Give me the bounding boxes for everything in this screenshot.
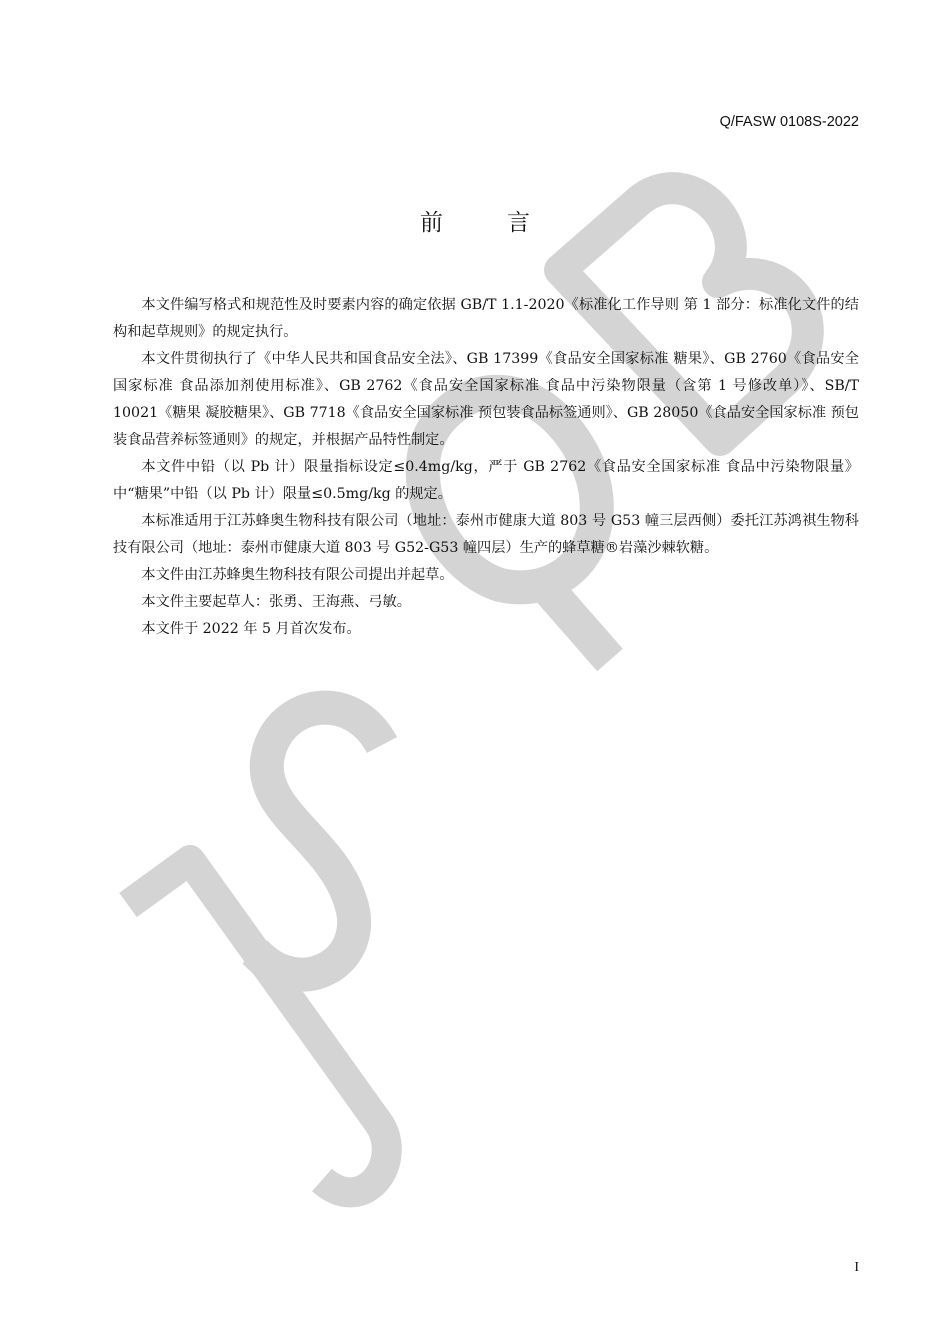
watermark-letter-j	[128, 860, 387, 1192]
watermark-letter-s	[255, 708, 382, 975]
paragraph-scope: 本标准适用于江苏蜂奥生物科技有限公司（地址：泰州市健康大道 803 号 G53 幢三层西侧）委托江苏鸿祺生物科技有限公司（地址：泰州市健康大道 803 号 G52-G53 幢四层）生产的蜂草糖®岩藻沙棘软糖。	[113, 513, 859, 556]
paragraph-release-date: 本文件于 2022 年 5 月首次发布。	[141, 621, 361, 637]
foreword-body	[113, 292, 859, 643]
paragraph-proposer: 本文件由江苏蜂奥生物科技有限公司提出并起草。	[141, 567, 454, 583]
paragraph-regulations: 本文件贯彻执行了《中华人民共和国食品安全法》、GB 17399《食品安全国家标准 糖果》、GB 2760《食品安全国家标准 食品添加剂使用标准》、GB 2762《食品安全国家标准 食品中污染物限量（含第 1 号修改单）》、SB/T 10021《糖果 凝胶糖果》、GB 7718《食品安全国家标准 预包装食品标签通则》、GB 28050《食品安全国家标准 预包装食品营养标签通则》的规定，并根据产品特性制定。	[113, 351, 859, 448]
page-title: 前言	[420, 210, 594, 236]
paragraph-lead-limit: 本文件中铅（以 Pb 计）限量指标设定≤0.4mg/kg，严于 GB 2762《食品安全国家标准 食品中污染物限量》中“糖果”中铅（以 Pb 计）限量≤0.5mg/kg 的规定。	[113, 459, 859, 502]
page-number: I	[854, 1260, 859, 1275]
document-code: Q/FASW 0108S-2022	[719, 114, 859, 130]
paragraph-format-basis: 本文件编写格式和规范性及时要素内容的确定依据 GB/T 1.1-2020《标准化工作导则 第 1 部分：标准化文件的结构和起草规则》的规定执行。	[113, 297, 859, 340]
paragraph-drafters: 本文件主要起草人：张勇、王海燕、弓敏。	[141, 594, 411, 610]
